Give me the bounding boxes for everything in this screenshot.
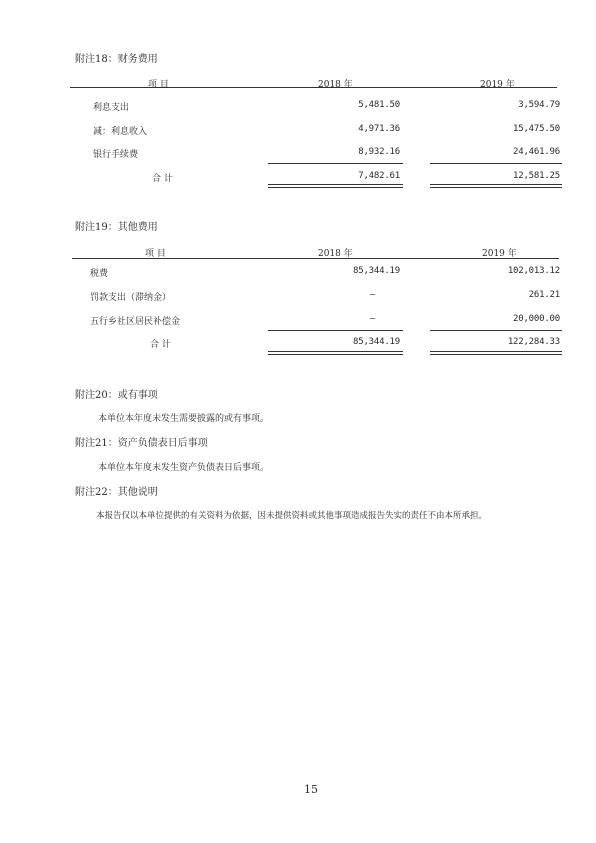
table-row-label: 银行手续费 (93, 150, 139, 160)
table-header-item: 项 目 (148, 80, 169, 90)
subtotal-rule (430, 330, 562, 331)
table-cell-2019: 20,000.00 (513, 314, 560, 324)
table-header-2018: 2018 年 (318, 249, 353, 259)
table-cell-2019: 261.21 (528, 290, 560, 300)
table-header-2018: 2018 年 (318, 80, 353, 90)
table-header-item: 项 目 (145, 249, 166, 259)
total-double-rule (268, 351, 403, 355)
note19-title: 附注19：其他费用 (75, 222, 158, 233)
table-rule (72, 258, 559, 259)
table-cell-2018: 85,344.19 (353, 266, 400, 276)
subtotal-rule (268, 163, 403, 164)
note22-title: 附注22：其他说明 (75, 487, 158, 498)
note18-title: 附注18：财务费用 (75, 54, 158, 65)
table-cell-2019: 24,461.96 (513, 147, 560, 157)
table-cell-2018: – (369, 290, 375, 300)
note20-title: 附注20：或有事项 (75, 390, 158, 401)
table-row-label: 罚款支出（滞纳金） (90, 293, 172, 303)
table-cell-2019: 102,013.12 (507, 266, 560, 276)
table-cell-2018: 5,481.50 (358, 100, 400, 110)
table-cell-2018: 4,971.36 (358, 124, 400, 134)
table-cell-2019: 3,594.79 (518, 100, 560, 110)
total-2018: 7,482.61 (358, 171, 400, 181)
total-double-rule (430, 351, 562, 355)
total-2018: 85,344.19 (353, 337, 400, 347)
table-row-label: 五行乡社区居民补偿金 (90, 317, 181, 327)
subtotal-rule (430, 163, 562, 164)
note21-title: 附注21：资产负债表日后事项 (75, 438, 208, 449)
table-header-2019: 2019 年 (480, 80, 515, 90)
table-cell-2019: 15,475.50 (513, 124, 560, 134)
total-label: 合 计 (152, 174, 173, 184)
table-row-label: 税费 (90, 269, 109, 279)
note22-body: 本报告仅以本单位提供的有关资料为依据，因未提供资料或其他事项造成报告失实的责任不由本所承担。 (96, 511, 488, 521)
note21-body: 本单位本年度未发生资产负债表日后事项。 (98, 463, 270, 473)
table-cell-2018: 8,932.16 (358, 147, 400, 157)
table-header-2019: 2019 年 (482, 249, 517, 259)
note20-body: 本单位本年度未发生需要披露的或有事项。 (98, 414, 270, 424)
table-row-label: 利息支出 (93, 103, 130, 113)
total-2019: 12,581.25 (513, 171, 560, 181)
table-row-label: 减：利息收入 (93, 127, 148, 137)
total-2019: 122,284.33 (507, 337, 560, 347)
page-number: 15 (304, 783, 318, 796)
subtotal-rule (268, 330, 403, 331)
total-double-rule (268, 184, 403, 188)
total-double-rule (430, 184, 562, 188)
total-label: 合 计 (150, 340, 171, 350)
table-cell-2018: – (369, 314, 375, 324)
